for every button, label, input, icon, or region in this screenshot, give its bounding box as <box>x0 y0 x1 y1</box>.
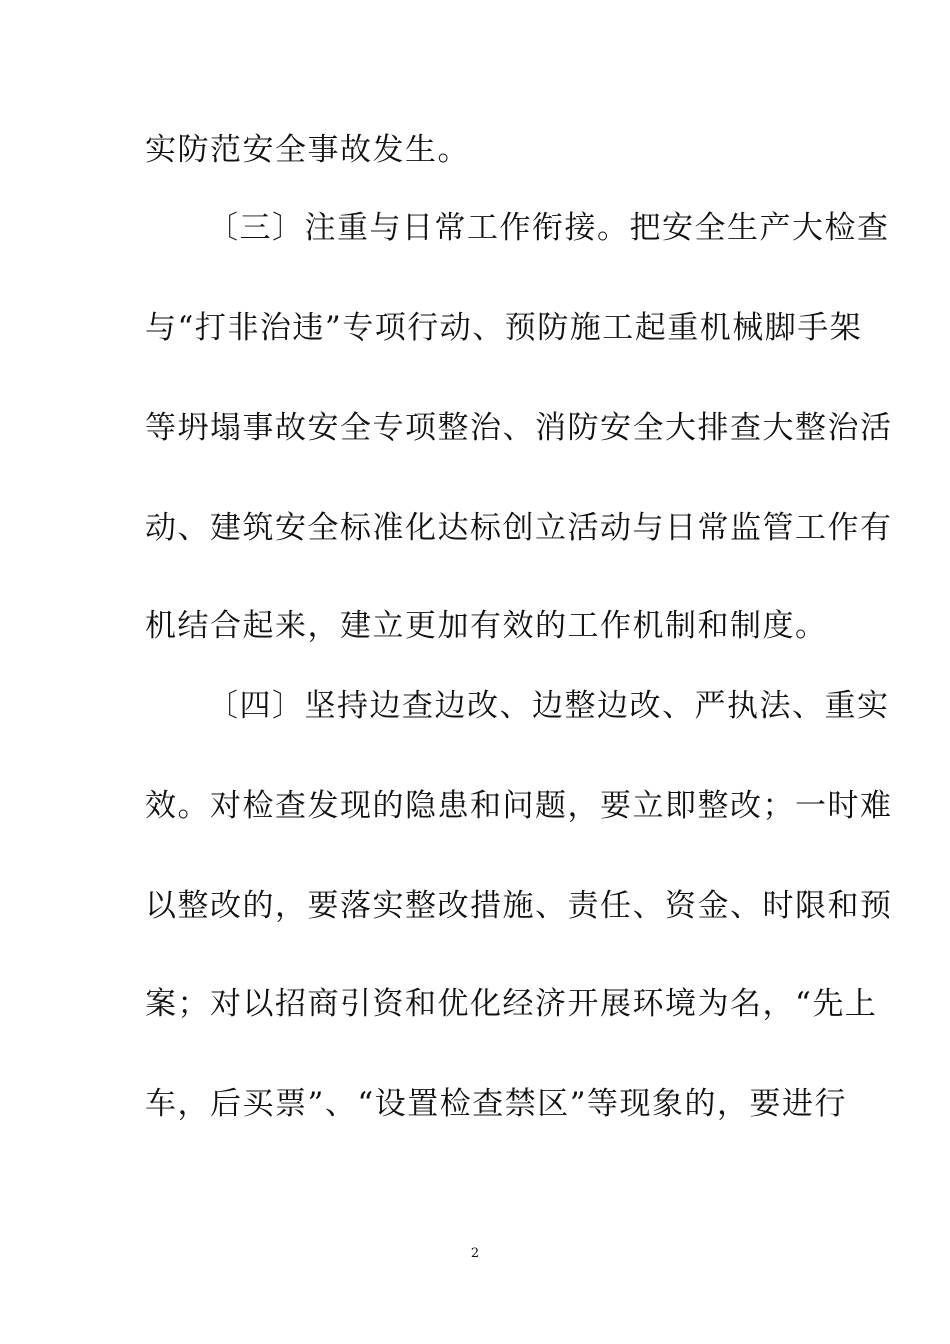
text-line-5: 动、建筑安全标准化达标创立活动与日常监管工作有 <box>145 510 893 546</box>
text-line-4: 等坍塌事故安全专项整治、消防安全大排查大整治活 <box>145 410 893 446</box>
text-line-7: 〔四〕坚持边查边改、边整边改、严执法、重实 <box>207 688 890 724</box>
text-line-8: 效。对检查发现的隐患和问题，要立即整改；一时难 <box>145 788 893 824</box>
text-line-3: 与“打非治违”专项行动、预防施工起重机械脚手架 <box>145 310 863 346</box>
text-line-2: 〔三〕注重与日常工作衔接。把安全生产大检查 <box>207 210 890 246</box>
text-line-9: 以整改的，要落实整改措施、责任、资金、时限和预 <box>145 888 893 924</box>
text-line-11: 车，后买票”、“设置检查禁区”等现象的，要进行 <box>145 1086 848 1122</box>
text-line-1: 实防范安全事故发生。 <box>145 132 470 168</box>
text-line-6: 机结合起来，建立更加有效的工作机制和制度。 <box>145 608 828 644</box>
page-number: 2 <box>470 1246 480 1261</box>
text-line-10: 案；对以招商引资和优化经济开展环境为名，“先上 <box>145 986 878 1022</box>
